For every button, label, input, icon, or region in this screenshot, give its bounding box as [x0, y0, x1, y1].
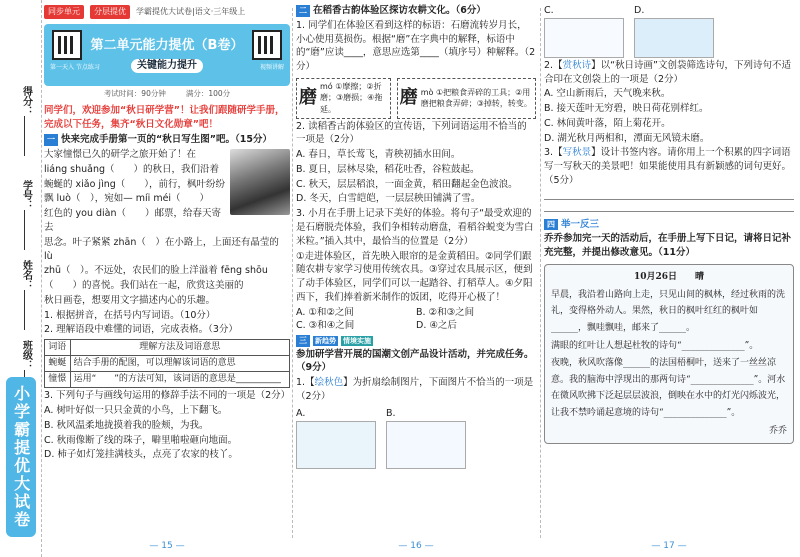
diary-date: 10月26日 晴: [633, 271, 705, 282]
section-title: 快来完成手册第一页的“秋日写生图”吧。（15分）: [61, 134, 272, 146]
section-number: 三: [296, 335, 310, 347]
path-photo: [230, 149, 290, 215]
q4-tag: 绘秋色: [314, 377, 344, 389]
section-2-heading: [296, 4, 536, 18]
passage-line: 思念。叶子紧紧 zhān（ ）在小路上，上面还有晶莹的 lù: [44, 236, 279, 262]
label: D.: [634, 5, 645, 16]
page-15: [44, 0, 290, 557]
image-d[interactable]: [634, 4, 714, 58]
header-bar: [44, 4, 290, 20]
vocab-table: [44, 339, 290, 388]
q3-passage: ①走进体验区，首先映入眼帘的是金黄稻田。②同学们跟随农耕专家学习使用传统农具。③穿过农具展示区，便到了动手体验区，同学们可以一起踏谷、打稻草人。④夕阳西下，我们捧着新米制作的饭团，吃得开心极了！: [296, 250, 533, 303]
tag-tier: 分层提优: [90, 5, 130, 19]
dictionary-entry-mo2: [296, 78, 391, 119]
q3-options: [296, 306, 536, 334]
cell-method[interactable]: 结合手册的配图，可以理解该词语的意思: [70, 356, 289, 372]
th-word: 词语: [45, 340, 71, 356]
section-title: 乔乔参加完一天的活动后，在手册上写下日记，请将日记补充完整，并提出修改意见。（11分）: [544, 233, 792, 259]
question-3: 3. 下列句子与画线句运用的修辞手法不同的一项是（2分）: [44, 390, 291, 402]
context-tag: 情境实施: [343, 336, 371, 345]
option-a[interactable]: A. 树叶好似一只只金黄的小鸟，上下翻飞。: [44, 405, 228, 417]
binding-margin: [0, 0, 42, 557]
tree-illustration: [296, 421, 376, 469]
diary-para[interactable]: 满眼的红叶让人想起杜牧的诗句“______________”。: [551, 340, 759, 351]
passage-line: zhū（ ）。不远处，农民们的脸上洋溢着 fēng shōu: [44, 265, 268, 277]
option-a[interactable]: A. 春日，草长莺飞，青秧初插水田间。: [296, 149, 461, 161]
name-line: [24, 290, 25, 330]
diary-para[interactable]: 夜晚，秋风吹落像______的法国梧桐叶，送来了一丝丝凉意。我的脑海中浮现出的那两句诗“______________”。河水在微风吹拂下泛起层层波浪，倒映在水中的灯光闪烁波光，让我不禁吟诵起意境的诗句“______________”。: [551, 358, 786, 419]
exam-title: 第二单元能力提优（B卷）: [90, 37, 244, 53]
question-3: 3. 小月在手册上记录下美好的体验。将句子“最受欢迎的是石磨脱壳体验，我们争相转动磨盘，看稻谷蜕变为雪白米粒。”插入其中，最恰当的位置是（2分）: [296, 208, 534, 247]
q4-text: 为折扇绘制图片，下面图片不恰当的一项是（2分）: [296, 377, 534, 402]
option-a[interactable]: A. 空山新雨后，天气晚来秋。: [544, 88, 671, 100]
score-label: 得分：: [20, 86, 32, 116]
page-number-16: — 16 —: [398, 540, 434, 551]
passage-line: 红色的 you diàn（ ）邮票，给春天寄去: [44, 208, 222, 233]
label: B.: [386, 407, 396, 419]
unit-banner: [44, 24, 290, 86]
label: A.: [296, 407, 306, 419]
option-a[interactable]: A. ①和②之间: [296, 306, 354, 318]
book-meta: 学霸提优大试卷|语文·三年级上: [136, 7, 246, 17]
option-b[interactable]: B. ②和③之间: [416, 306, 475, 318]
q3-text: 设计书签内容。请你用上一个积累的四字词语写一写秋天的美景吧！如果能使用具有新颖感的词句更好。（5分）: [544, 147, 792, 186]
answer-line[interactable]: [544, 188, 794, 200]
school-id-label: 学号：: [20, 180, 32, 210]
page-number-15: — 15 —: [149, 540, 185, 551]
score-line: [24, 116, 25, 156]
qr-caption-right: 视频讲解: [259, 64, 284, 71]
exam-subtitle: 关键能力提升: [131, 59, 203, 74]
column-divider: [292, 8, 293, 538]
page-number-17: — 17 —: [651, 540, 687, 551]
passage-line: 秋日画卷，想要用文字描述内心的乐趣。: [44, 294, 216, 306]
page-16: [296, 0, 536, 557]
section-4-heading: [544, 218, 794, 232]
intro-text: 同学们，欢迎参加“秋日研学营”！让我们跟随研学手册，完成以下任务，集齐“秋日文化勋章”吧！: [44, 104, 285, 130]
th-method: 理解方法及词语意思: [70, 340, 289, 356]
question-2: 2. 理解语段中难懂的词语，完成表格。（3分）: [44, 324, 238, 336]
lake-illustration: [634, 18, 714, 58]
passage-line: （ ）的喜悦。我们站在一起，欣赏这美丽的: [44, 280, 244, 292]
exam-info: [44, 89, 290, 100]
option-b[interactable]: B. 秋风温柔地拢摸着我的脸颊，为我。: [44, 419, 209, 431]
option-d[interactable]: D. 冬天，白雪皑皑，一层层秧田铺满了雪。: [296, 193, 481, 205]
exam-time: 考试时间：90分钟: [103, 89, 166, 98]
qr-code-right[interactable]: [252, 30, 282, 60]
section-3-title: 参加研学营开展的国潮文创产品设计活动，并完成任务。（9分）: [296, 348, 534, 374]
char: 磨: [299, 87, 317, 109]
q2-tag: 赏秋诗: [562, 59, 592, 71]
cell-method[interactable]: 运用“ ”的方法可知，该词语的意思是__________: [70, 372, 289, 388]
passage-line: 蜿蜒的 xiǎo jìng（ ），前行，枫叶纷纷: [44, 178, 226, 190]
section-3-heading: [296, 335, 536, 347]
entry-text: mò ①把粮食弄碎的工具；②用磨把粮食弄碎；③掉转，转变。: [420, 87, 532, 109]
option-b[interactable]: B. 夏日，层林尽染，稻花吐香，谷粒鼓起。: [296, 163, 480, 175]
option-d[interactable]: D. ④之后: [416, 320, 457, 332]
question-2: 2. 读稻香古韵体验区的宣传语，下列词语运用不恰当的一项是（2分）: [296, 120, 527, 146]
option-c[interactable]: C. 林间黄叶落，陌上菊花开。: [544, 117, 671, 129]
question-1: 1. 同学们在体验区看到这样的标语：石磨流转岁月长，小心使用莫损伤。根据“磨”在字典中的解释，标语中的“磨”应读____，意思应选第____（填序号）种解释。（2分）: [296, 19, 536, 73]
option-d[interactable]: D. 柿子如灯笼挂满枝头，点亮了农家的枝丫。: [44, 449, 238, 461]
school-id-line: [24, 210, 25, 250]
qr-code-left[interactable]: [52, 30, 82, 60]
tag-sync: 同步单元: [44, 5, 84, 19]
diary-box: [544, 264, 794, 444]
image-c[interactable]: [544, 4, 624, 58]
diary-signature: 乔乔: [768, 425, 787, 436]
section-tag: 举一反三: [561, 218, 600, 230]
dictionary-entry-mo4: [397, 78, 536, 119]
exam-score: 满分：100分: [185, 89, 231, 98]
section-number: 二: [296, 5, 310, 17]
cell-word: 蜿蜒: [45, 356, 71, 372]
option-c[interactable]: C. ③和④之间: [296, 320, 355, 332]
section-number: 四: [544, 219, 558, 231]
answer-line[interactable]: [544, 200, 794, 212]
fan-images: [296, 407, 536, 469]
column-divider: [540, 8, 541, 538]
fan-images-cd: [544, 4, 794, 58]
passage-line: 大家憧憬已久的研学之旅开始了！在: [44, 149, 197, 161]
char: 磨: [399, 87, 418, 109]
passage-line: liáng shuǎng（ ）的秋日，我们沿着: [44, 163, 220, 175]
brand-logo: 小学霸提优大试卷: [6, 377, 36, 537]
option-b[interactable]: B. 接天莲叶无穷碧，映日荷花别样红。: [544, 103, 709, 115]
diary-para[interactable]: 早晨，我沿着山路向上走，只见山间的枫林，经过秋雨的洗礼，变得格外动人。果然，秋日的枫叶红红的枫叶如______，飘哇飘哇，邮来了______。: [551, 289, 786, 333]
question-3: 3.【写秋景】设计书签内容。请你用上一个积累的四字词语写一写秋天的美景吧！如果能使用具有新颖感的词句更好。（5分）: [544, 147, 792, 186]
option-d[interactable]: D. 湖光秋月两相和，潭面无风镜未磨。: [544, 132, 710, 144]
qr-caption-left: 第一天入 节点练习: [50, 64, 100, 71]
section-1-heading: [44, 133, 290, 147]
passage-line: 飘 luò（ ），宛如— míi méi（ ）: [44, 193, 210, 205]
section-title: 在稻香古韵体验区探访农耕文化。（6分）: [313, 5, 486, 16]
label: C.: [544, 5, 554, 16]
option-c[interactable]: C. 秋雨像断了线的珠子，噼里啪啦砸向地面。: [44, 434, 238, 446]
page-17: [544, 0, 794, 557]
village-illustration: [386, 421, 466, 469]
image-b[interactable]: [386, 407, 466, 469]
question-4: 1.【绘秋色】为折扇绘制图片，下面图片不恰当的一项是（2分）: [296, 377, 534, 402]
q2-text: 以“秋日诗画”文创袋筛选诗句，下列诗句不适合印在文创袋上的一项是（2分）: [544, 59, 791, 85]
birds-illustration: [544, 18, 624, 58]
section-number: 一: [44, 134, 58, 146]
cell-word: 憧憬: [45, 372, 71, 388]
option-c[interactable]: C. 秋天，层层稻浪，一面金黄，稻田翻起金色波浪。: [296, 178, 518, 190]
name-label: 姓名：: [20, 260, 32, 290]
question-1: 1. 根据拼音，在括号内写词语。（10分）: [44, 309, 216, 321]
q3-tag: 写秋景: [562, 147, 592, 159]
new-trend-tag: 新趋势: [315, 336, 336, 345]
dictionary-boxes: [296, 78, 536, 119]
question-2: 2.【赏秋诗】以“秋日诗画”文创袋筛选诗句，下列诗句不适合印在文创袋上的一项是（2分）: [544, 59, 791, 85]
class-label: 班级：: [20, 340, 32, 370]
entry-text: mó ①摩擦；②折磨；③磨损；④拖延。: [320, 81, 383, 115]
image-a[interactable]: [296, 407, 376, 469]
